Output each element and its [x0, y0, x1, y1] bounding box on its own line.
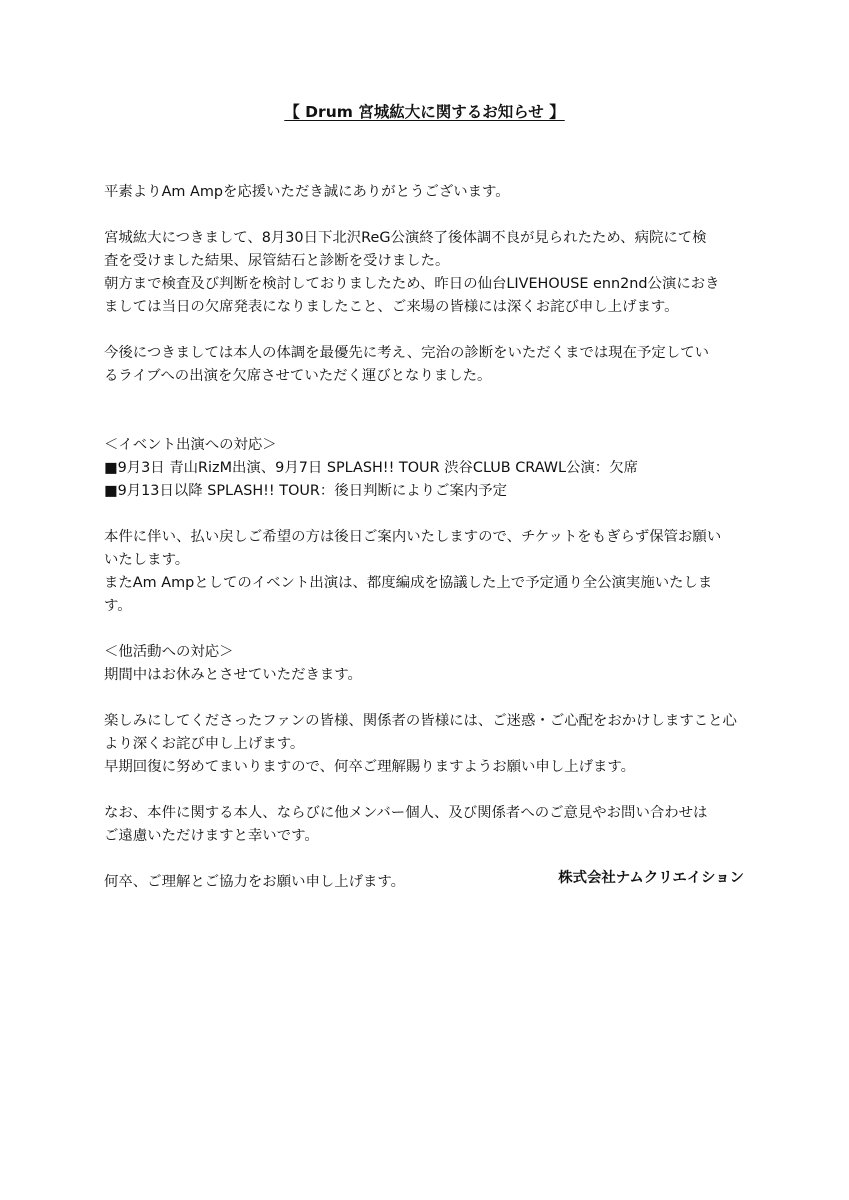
refund-line: いたします。	[104, 552, 190, 568]
refund-line: す。	[104, 598, 132, 614]
incident-line: 朝方まで検査及び判断を検討しておりましたため、昨日の仙台LIVEHOUSE enn2nd公演におき	[104, 276, 720, 292]
contact-line: なお、本件に関する本人、ならびに他メンバー個人、及び関係者へのご意見やお問い合わせは	[104, 805, 708, 821]
events-heading: ＜イベント出演への対応＞	[104, 437, 277, 453]
incident-line: 宮城紘大につきまして、8月30日下北沢ReG公演終了後体調不良が見られたため、病院にて検	[104, 230, 707, 246]
other-line: 期間中はお休みとさせていただきます。	[104, 667, 362, 683]
future-line: るライブへの出演を欠席させていただく運びとなりました。	[104, 368, 492, 384]
refund-line: 本件に伴い、払い戻しご希望の方は後日ご案内いたしますので、チケットをもぎらず保管お願い	[104, 529, 722, 545]
company-signature: 株式会社ナムクリエイション	[558, 870, 744, 886]
notice-body	[104, 181, 764, 894]
closing-line: 何卒、ご理解とご協力をお願い申し上げます。	[104, 874, 406, 890]
refund-line: またAm Ampとしてのイベント出演は、都度編成を協議した上で予定通り全公演実施いたしま	[104, 575, 713, 591]
events-item: ■9月3日 青山RizM出演、9月7日 SPLASH!! TOUR 渋谷CLUB CRAWL公演：欠席	[104, 460, 638, 476]
apology-line: 楽しみにしてくださったファンの皆様、関係者の皆様には、ご迷惑・ご心配をおかけしますこと心	[104, 713, 737, 729]
incident-line: 査を受けました結果、尿管結石と診断を受けました。	[104, 253, 450, 269]
greeting-line: 平素よりAm Ampを応援いただき誠にありがとうございます。	[104, 184, 510, 200]
incident-line: ましては当日の欠席発表になりましたこと、ご来場の皆様には深くお詫び申し上げます。	[104, 299, 679, 315]
events-item: ■9月13日以降 SPLASH!! TOUR：後日判断によりご案内予定	[104, 483, 508, 499]
notice-title: 【 Drum 宮城紘大に関するお知らせ 】	[284, 103, 565, 121]
other-heading: ＜他活動への対応＞	[104, 644, 234, 660]
contact-line: ご遠慮いただけますと幸いです。	[104, 828, 319, 844]
apology-line: より深くお詫び申し上げます。	[104, 736, 305, 752]
future-line: 今後につきましては本人の体調を最優先に考え、完治の診断をいただくまでは現在予定してい	[104, 345, 709, 361]
apology-line: 早期回復に努めてまいりますので、何卒ご理解賜りますようお願い申し上げます。	[104, 759, 636, 775]
